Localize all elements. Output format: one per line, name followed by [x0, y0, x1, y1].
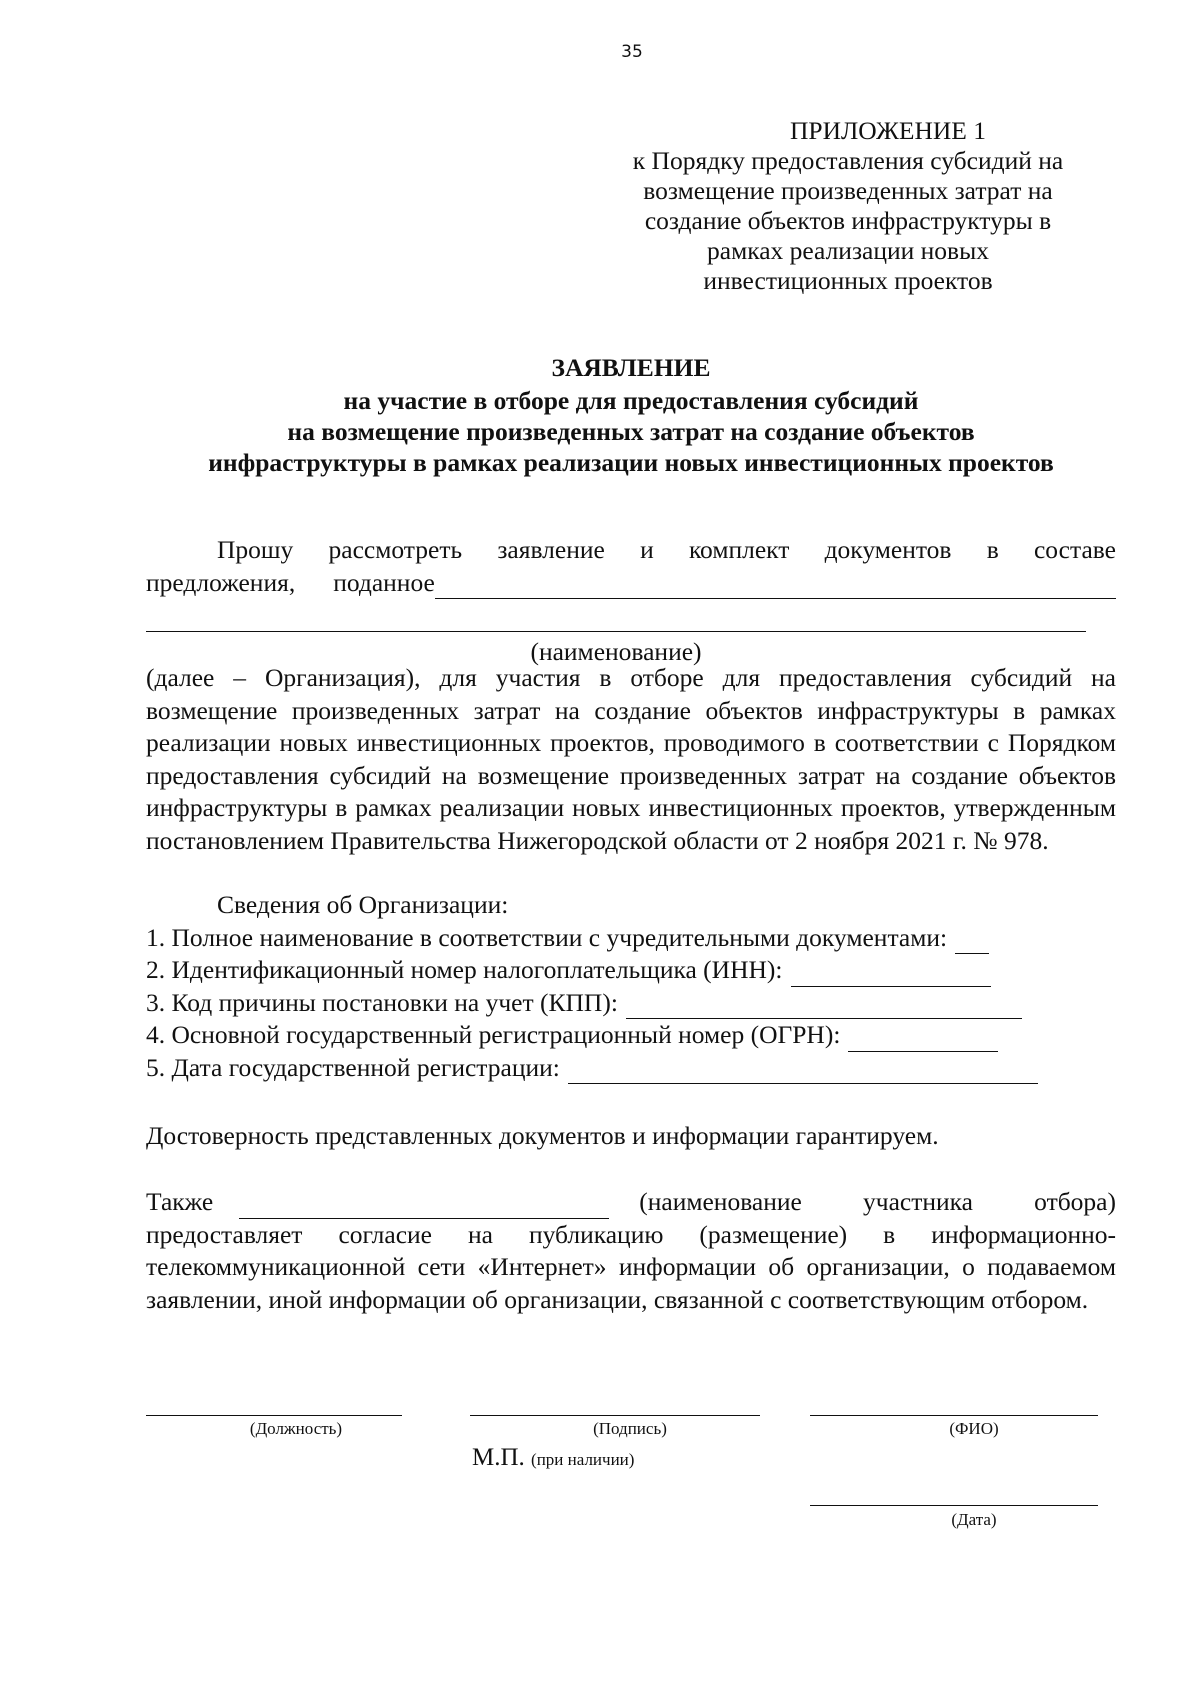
guarantee-text: Достоверность представленных документов и информации гарантируем. [146, 1121, 939, 1150]
consent-line-1 [146, 1186, 1116, 1219]
info-section [146, 889, 1116, 1084]
info-item-label: 3. Код причины постановки на учет (КПП): [146, 987, 618, 1017]
inn-field[interactable] [791, 962, 991, 987]
intro-word: поданное [333, 567, 435, 597]
appendix-line: рамках реализации новых [707, 236, 989, 265]
participant-name-field[interactable] [239, 1194, 609, 1219]
name-label: (наименование) [530, 637, 702, 666]
appendix-header [598, 116, 1098, 296]
registration-date-field[interactable] [568, 1059, 1038, 1084]
main-paragraph: (далее – Организация), для участия в отборе для предоставления субсидий на возмещение произведенных затрат на создание объектов инфраструктуры в рамках реализации новых инвестиционных проектов, проводимого в соответствии с Порядком предоставления субсидий на возмещение произведенных затрат на создание объектов инфраструктуры в рамках реализации новых инвестиционных проектов, утвержденным постановлением Правительства Нижегородской области от 2 ноября 2021 г. № 978. [146, 663, 1116, 855]
position-field[interactable] [146, 1415, 402, 1416]
appendix-line: инвестиционных проектов [703, 266, 993, 295]
appendix-title: ПРИЛОЖЕНИЕ 1 [789, 116, 987, 145]
info-item-1 [146, 922, 1116, 955]
position-label: (Должность) [249, 1419, 343, 1438]
info-heading: Сведения об Организации: [217, 890, 509, 919]
title-line: на возмещение произведенных затрат на создание объектов [287, 417, 975, 446]
consent-label: (наименование участника отбора) [639, 1187, 1116, 1216]
info-item-label: 2. Идентификационный номер налогоплательщика (ИНН): [146, 955, 783, 984]
intro-prefix: предложения, [146, 567, 296, 597]
organization-name-field[interactable] [435, 574, 1116, 599]
date-label: (Дата) [951, 1510, 997, 1529]
info-item-4 [146, 1019, 1116, 1052]
intro-block [146, 534, 1116, 669]
consent-word: Также [146, 1187, 214, 1216]
document-title [146, 352, 1116, 478]
intro-line-1: Прошу рассмотреть заявление и комплект документов в составе [217, 535, 1116, 564]
title-line: на участие в отборе для предоставления субсидий [343, 386, 919, 415]
ogrn-field[interactable] [848, 1027, 998, 1052]
fio-label: (ФИО) [949, 1419, 999, 1438]
info-item-5 [146, 1052, 1116, 1085]
title-line: инфраструктуры в рамках реализации новых инвестиционных проектов [208, 448, 1054, 477]
consent-text: предоставляет согласие на публикацию (размещение) в информационно-телекоммуникационной сети «Интернет» информации об организации, о подаваемом заявлении, иной информации об организации, связанной с соответствующим отбором. [146, 1219, 1116, 1314]
page-number: 35 [621, 42, 643, 62]
signature-label: (Подпись) [593, 1419, 667, 1438]
consent-block [146, 1186, 1116, 1316]
intro-line-2 [146, 567, 1116, 600]
appendix-line: возмещение произведенных затрат на [643, 176, 1053, 205]
appendix-line: к Порядку предоставления субсидий на [632, 146, 1064, 175]
title-heading: ЗАЯВЛЕНИЕ [551, 353, 711, 382]
info-item-label: 5. Дата государственной регистрации: [146, 1052, 560, 1082]
info-item-label: 1. Полное наименование в соответствии с учредительными документами: [146, 922, 948, 952]
kpp-field[interactable] [626, 994, 1022, 1019]
mp-label: М.П. [472, 1444, 525, 1471]
info-item-2 [146, 954, 1116, 987]
info-item-3 [146, 987, 1116, 1020]
organization-name-field-2[interactable] [146, 609, 1086, 632]
info-item-label: 4. Основной государственный регистрационный номер (ОГРН): [146, 1020, 841, 1049]
date-field[interactable] [810, 1505, 1098, 1506]
full-name-field[interactable] [955, 929, 989, 954]
fio-field[interactable] [810, 1415, 1098, 1416]
mp-note: (при наличии) [531, 1450, 635, 1469]
stamp-place [472, 1444, 634, 1472]
appendix-line: создание объектов инфраструктуры в [644, 206, 1052, 235]
signature-field[interactable] [470, 1415, 760, 1416]
